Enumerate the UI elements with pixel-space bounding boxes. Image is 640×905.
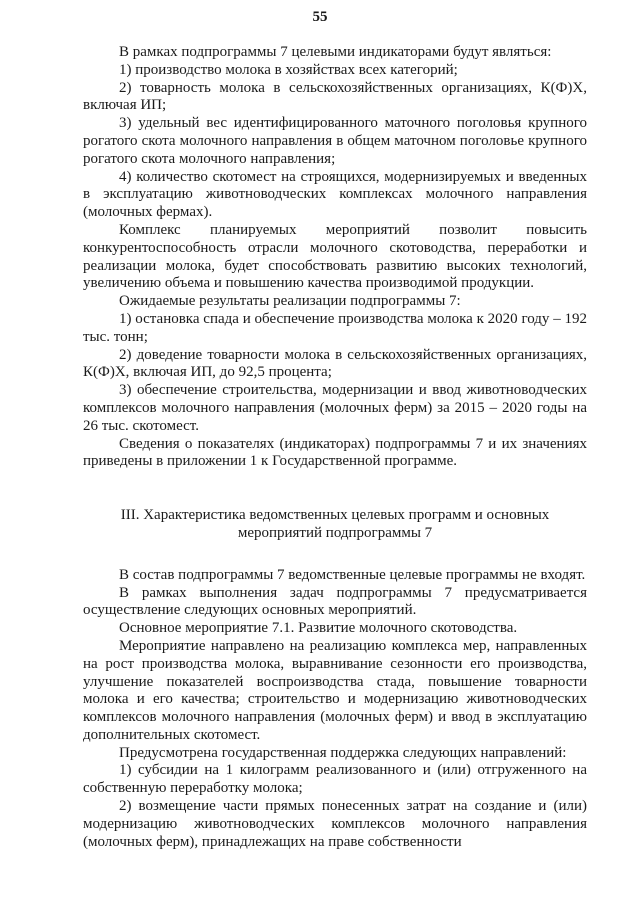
section-heading-line: мероприятий подпрограммы 7 [237,524,433,541]
list-item: 3) обеспечение строительства, модернизации и ввод животноводческих комплексов молочного направления (молочных ферм) за 2015 – 2020 годы на 26 тыс. скотомест. [83,382,587,434]
section-programs [83,567,587,852]
section-target-indicators [83,44,587,471]
paragraph: Основное мероприятие 7.1. Развитие молочного скотоводства. [119,620,518,637]
list-item: 1) производство молока в хозяйствах всех категорий; [119,61,458,78]
section-heading-line: III. Характеристика ведомственных целевых программ и основных [120,507,550,524]
paragraph: Комплекс планируемых мероприятий позволит повысить конкурентоспособность отрасли молочного скотоводства, переработки и реализации молока, будет способствовать развитию высоких технологий, увеличению объема и повышению качества производимой продукции. [83,221,587,292]
list-item: 3) удельный вес идентифицированного маточного поголовья крупного рогатого скота молочного направления в общем маточном поголовье крупного рогатого скота молочного направления; [83,115,587,167]
list-item: 2) доведение товарности молока в сельскохозяйственных организациях, К(Ф)Х, включая ИП, до 92,5 процента; [83,346,587,381]
paragraph: Ожидаемые результаты реализации подпрограммы 7: [119,293,461,310]
list-item: 1) остановка спада и обеспечение производства молока к 2020 году – 192 тыс. тонн; [83,310,587,345]
list-item: 2) возмещение части прямых понесенных затрат на создание и (или) модернизацию животноводческих комплексов молочного направления (молочных ферм), принадлежащих на праве собственности [83,798,587,850]
paragraph: В рамках выполнения задач подпрограммы 7 предусматривается осуществление следующих основных мероприятий. [83,584,587,619]
paragraph: В рамках подпрограммы 7 целевыми индикаторами будут являться: [119,44,552,60]
paragraph: В состав подпрограммы 7 ведомственные целевые программы не входят. [119,566,586,583]
section-heading [83,507,587,543]
paragraph: Мероприятие направлено на реализацию комплекса мер, направленных на рост производства молока, выравнивание сезонности его производства, улучшение показателей воспроизводства стада, повышение товарности молока и его качества; строительство и модернизацию животноводческих комплексов молочного направления (молочных ферм) и ввод в эксплуатацию дополнительных скотомест. [83,637,587,743]
document-body [83,44,587,851]
page-number: 55 [312,9,328,25]
list-item: 1) субсидии на 1 килограмм реализованного и (или) отгруженного на собственную переработку молока; [83,762,587,797]
list-item: 4) количество скотомест на строящихся, модернизируемых и введенных в эксплуатацию животноводческих комплексах молочного направления (молочных фермах). [83,168,587,221]
paragraph: Предусмотрена государственная поддержка следующих направлений: [119,744,567,761]
list-item: 2) товарность молока в сельскохозяйственных организациях, К(Ф)Х, включая ИП; [83,79,587,114]
paragraph: Сведения о показателях (индикаторах) подпрограммы 7 и их значениях приведены в приложении 1 к Государственной программе. [83,435,587,470]
